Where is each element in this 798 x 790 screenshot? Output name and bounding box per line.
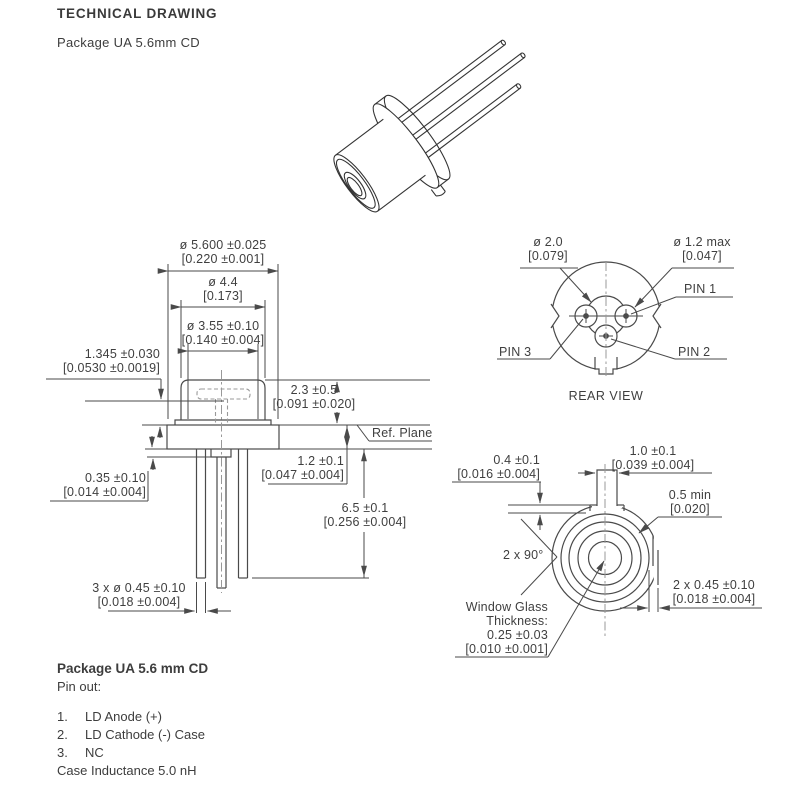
pinout-label: Pin out: xyxy=(57,679,102,694)
dim-tab-width: 1.0 ±0.1 [0.039 ±0.004] xyxy=(611,444,695,472)
page-title: TECHNICAL DRAWING xyxy=(57,6,218,21)
rear-view-label: REAR VIEW xyxy=(568,389,644,403)
dim-tab-height: 0.4 ±0.1 [0.016 ±0.004] xyxy=(457,453,540,481)
pin3-label: PIN 3 xyxy=(499,345,532,359)
hidden-chip xyxy=(197,389,250,423)
pinout-row: 3. NC xyxy=(57,745,104,760)
dim-cap-diameter: ø 4.4 [0.173] xyxy=(203,275,243,303)
dim-pin-hole: ø 1.2 max [0.047] xyxy=(673,235,731,263)
pin2-label: PIN 2 xyxy=(678,345,711,359)
cap-outline xyxy=(181,380,265,420)
isometric-view xyxy=(317,14,562,237)
flange xyxy=(167,425,279,449)
dim-flat-depth: 2 x 0.45 ±0.10 [0.018 ±0.004] xyxy=(672,578,756,606)
dim-cap-height: 2.3 ±0.5 [0.091 ±0.020] xyxy=(272,383,356,411)
dim-wall-thickness: 0.5 min [0.020] xyxy=(668,488,712,516)
dim-pin-circle: ø 2.0 [0.079] xyxy=(528,235,568,263)
dim-pin-length: 6.5 ±0.1 [0.256 ±0.004] xyxy=(323,501,407,529)
dim-flange-thickness: 1.2 ±0.1 [0.047 ±0.004] xyxy=(261,454,344,482)
pinout-block xyxy=(57,660,208,780)
dim-emission-height: 1.345 ±0.030 [0.0530 ±0.0019] xyxy=(63,347,160,375)
dim-flat-angle: 2 x 90° xyxy=(503,548,544,562)
case-inductance-note: Case Inductance 5.0 nH xyxy=(57,763,197,778)
dim-window-diameter: ø 3.55 ±0.10 [0.140 ±0.004] xyxy=(181,319,265,347)
pinout-row: 1. LD Anode (+) xyxy=(57,709,162,724)
pinout-row: 2. LD Cathode (-) Case xyxy=(57,727,205,742)
window-glass-note: Window Glass Thickness: 0.25 ±0.03 [0.010 ±0.001] xyxy=(465,600,548,656)
dim-flange-diameter: ø 5.600 ±0.025 [0.220 ±0.001] xyxy=(179,238,267,266)
dim-pin-diameter: 3 x ø 0.45 ±0.10 [0.018 ±0.004] xyxy=(92,581,186,609)
dim-standoff: 0.35 ±0.10 [0.014 ±0.004] xyxy=(63,471,146,499)
page-subtitle: Package UA 5.6mm CD xyxy=(57,35,200,50)
footer-package-title: Package UA 5.6 mm CD xyxy=(57,661,209,676)
can-3d xyxy=(327,117,428,217)
ref-plane-label: Ref. Plane xyxy=(372,426,433,440)
flange-lip xyxy=(175,420,271,425)
pin1-label: PIN 1 xyxy=(684,282,717,296)
